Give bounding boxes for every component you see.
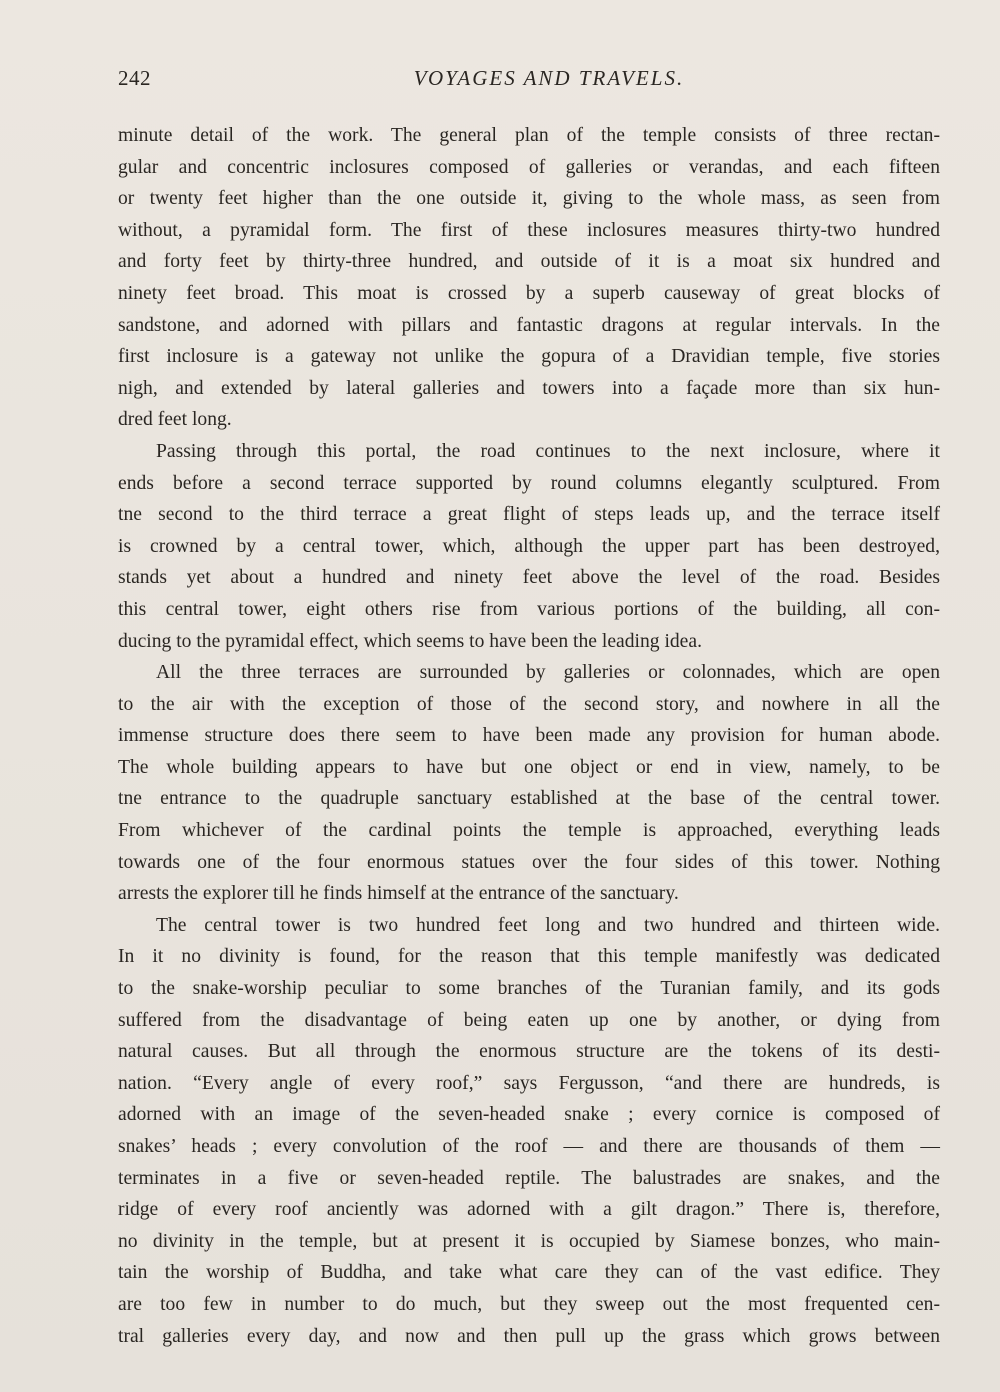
text-line: or twenty feet higher than the one outside it, giving to the whole mass, as seen from xyxy=(118,188,940,210)
running-head: VOYAGES AND TRAVELS. xyxy=(413,66,685,90)
paragraph xyxy=(118,120,940,436)
text-line: ends before a second terrace supported by round columns elegantly sculptured. From xyxy=(118,472,940,494)
text-line: In it no divinity is found, for the reason that this temple manifestly was dedicated xyxy=(118,946,940,968)
paragraph xyxy=(118,910,940,1352)
text-line: to the air with the exception of those of the second story, and nowhere in all the xyxy=(118,693,940,715)
text-line: The whole building appears to have but one object or end in view, namely, to be xyxy=(118,756,940,778)
text-line: to the snake-worship peculiar to some branches of the Turanian family, and its gods xyxy=(118,978,940,1000)
text-line: nation. “Every angle of every roof,” says Fergusson, “and there are hundreds, is xyxy=(118,1072,940,1094)
text-line: gular and concentric inclosures composed of galleries or verandas, and each fifteen xyxy=(118,156,940,178)
text-line: snakes’ heads ; every convolution of the roof — and there are thousands of them — xyxy=(118,1136,940,1157)
text-line: minute detail of the work. The general plan of the temple consists of three rectan- xyxy=(118,125,940,146)
text-line: tral galleries every day, and now and then pull up the grass which grows between xyxy=(118,1325,940,1347)
text-line: ridge of every roof anciently was adorned with a gilt dragon.” There is, therefore, xyxy=(118,1199,940,1221)
text-line: ducing to the pyramidal effect, which seems to have been the leading idea. xyxy=(118,630,702,652)
text-line: are too few in number to do much, but they sweep out the most frequented cen- xyxy=(118,1293,940,1315)
text-line: towards one of the four enormous statues over the four sides of this tower. Nothing xyxy=(118,851,940,873)
text-line: immense structure does there seem to have been made any provision for human abode. xyxy=(118,725,940,747)
paragraph xyxy=(118,436,940,657)
text-line: this central tower, eight others rise from various portions of the building, all con- xyxy=(118,598,940,620)
text-line: suffered from the disadvantage of being eaten up one by another, or dying from xyxy=(118,1009,940,1031)
text-line: ninety feet broad. This moat is crossed by a superb causeway of great blocks of xyxy=(118,282,940,304)
text-line: tain the worship of Buddha, and take what care they can of the vast edifice. They xyxy=(118,1262,940,1284)
text-line: nigh, and extended by lateral galleries and towers into a façade more than six hun- xyxy=(118,377,940,399)
page-number: 242 xyxy=(118,66,151,90)
text-line: no divinity in the temple, but at present it is occupied by Siamese bonzes, who main- xyxy=(118,1230,940,1252)
text-line: terminates in a five or seven-headed reptile. The balustrades are snakes, and the xyxy=(118,1167,940,1189)
text-line: and forty feet by thirty-three hundred, and outside of it is a moat six hundred and xyxy=(118,251,940,273)
text-line: adorned with an image of the seven-headed snake ; every cornice is composed of xyxy=(118,1104,940,1126)
text-line: without, a pyramidal form. The first of these inclosures measures thirty-two hundred xyxy=(118,219,940,241)
text-line: first inclosure is a gateway not unlike the gopura of a Dravidian temple, five stories xyxy=(118,346,940,368)
text-line: From whichever of the cardinal points the temple is approached, everything leads xyxy=(118,820,940,842)
body-text xyxy=(118,120,940,1352)
text-line: arrests the explorer till he finds himself at the entrance of the sanctuary. xyxy=(118,883,679,905)
text-line: is crowned by a central tower, which, although the upper part has been destroyed, xyxy=(118,535,940,557)
text-line: stands yet about a hundred and ninety feet above the level of the road. Besides xyxy=(118,567,940,589)
text-line: sandstone, and adorned with pillars and fantastic dragons at regular intervals. In the xyxy=(118,314,940,336)
text-line: The central tower is two hundred feet long and two hundred and thirteen wide. xyxy=(156,914,940,936)
text-line: dred feet long. xyxy=(118,409,232,431)
text-line: All the three terraces are surrounded by galleries or colonnades, which are open xyxy=(156,662,940,684)
text-line: natural causes. But all through the enormous structure are the tokens of its desti- xyxy=(118,1041,940,1063)
text-line: tne entrance to the quadruple sanctuary established at the base of the central tower. xyxy=(118,788,940,810)
paragraph xyxy=(118,657,940,910)
text-line: Passing through this portal, the road continues to the next inclosure, where it xyxy=(156,440,940,462)
text-line: tne second to the third terrace a great flight of steps leads up, and the terrace itself xyxy=(118,504,940,526)
page-header xyxy=(118,66,940,100)
